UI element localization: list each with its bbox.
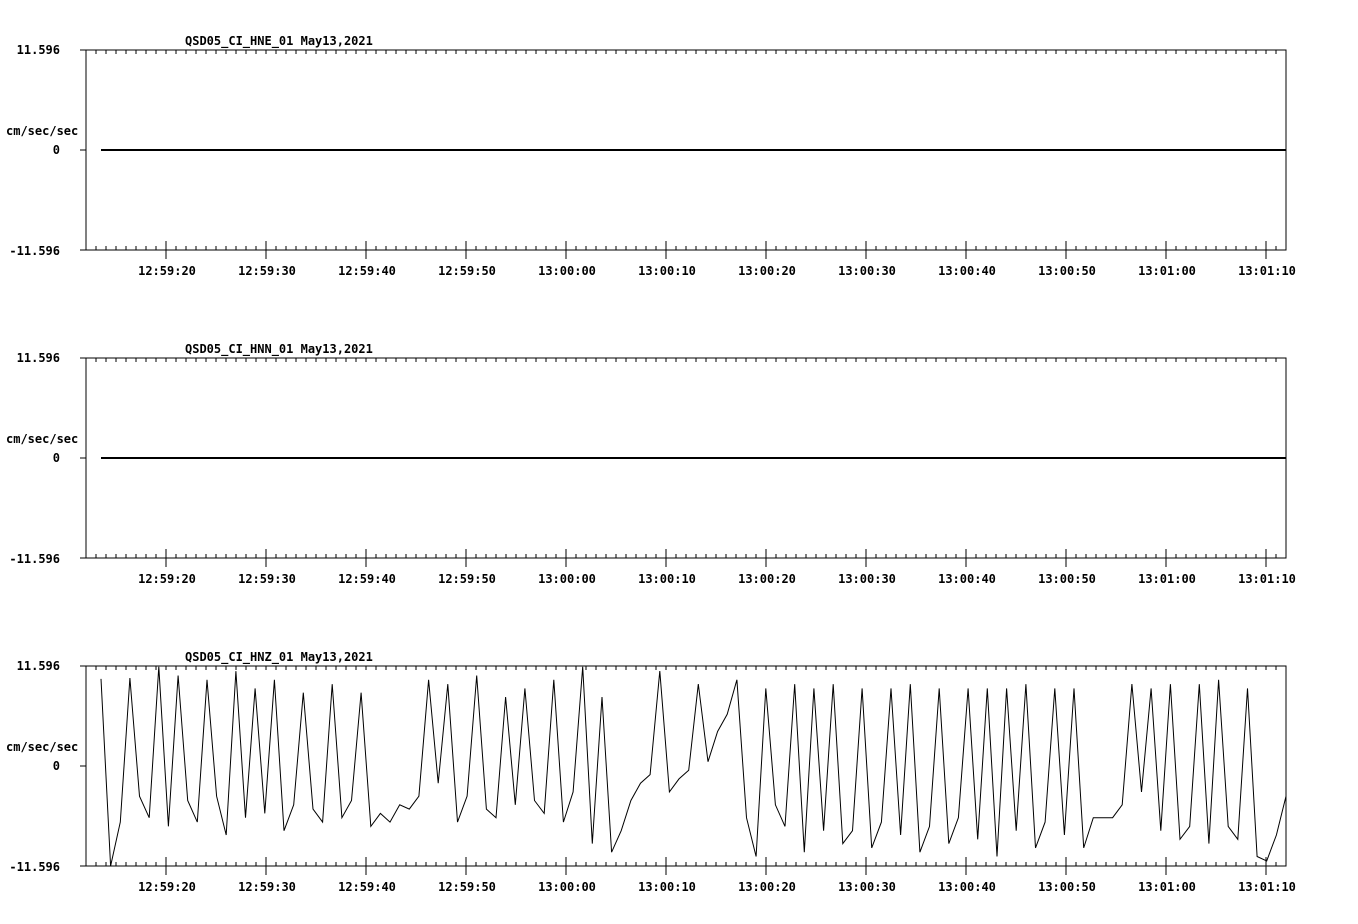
x-tick-label: 12:59:50 xyxy=(438,572,496,586)
x-tick-label: 12:59:50 xyxy=(438,264,496,278)
x-tick-label: 12:59:50 xyxy=(438,880,496,894)
x-tick-label: 13:01:00 xyxy=(1138,572,1196,586)
y-tick-label-zero: 0 xyxy=(52,451,60,465)
x-tick-label: 13:00:40 xyxy=(938,264,996,278)
y-tick-label-max: 11.596 xyxy=(16,659,60,673)
x-tick-label: 12:59:20 xyxy=(138,880,196,894)
x-tick-label: 13:00:40 xyxy=(938,572,996,586)
panel-2 xyxy=(6,342,1296,586)
y-tick-label-zero: 0 xyxy=(52,143,60,157)
x-tick-label: 13:00:20 xyxy=(738,880,796,894)
y-axis-label: cm/sec/sec xyxy=(6,124,79,138)
panel-3 xyxy=(6,650,1296,894)
x-tick-label: 13:00:00 xyxy=(538,264,596,278)
x-tick-label: 12:59:20 xyxy=(138,572,196,586)
plot-frame xyxy=(86,666,1286,866)
x-tick-label: 13:00:40 xyxy=(938,880,996,894)
x-tick-label: 12:59:40 xyxy=(338,572,396,586)
x-tick-label: 13:00:50 xyxy=(1038,264,1096,278)
x-tick-label: 13:00:30 xyxy=(838,572,896,586)
x-tick-label: 13:00:30 xyxy=(838,880,896,894)
x-tick-label: 13:00:50 xyxy=(1038,880,1096,894)
x-tick-label: 12:59:40 xyxy=(338,880,396,894)
x-tick-label: 12:59:30 xyxy=(238,572,296,586)
y-tick-label-max: 11.596 xyxy=(16,351,60,365)
y-tick-label-min: -11.596 xyxy=(9,860,60,874)
x-tick-label: 13:00:10 xyxy=(638,572,696,586)
y-tick-label-min: -11.596 xyxy=(9,244,60,258)
x-tick-label: 12:59:40 xyxy=(338,264,396,278)
y-tick-label-zero: 0 xyxy=(52,759,60,773)
x-tick-label: 12:59:30 xyxy=(238,880,296,894)
x-tick-label: 13:00:00 xyxy=(538,880,596,894)
panel-title: QSD05_CI_HNE_01 May13,2021 xyxy=(185,34,373,48)
y-axis-label: cm/sec/sec xyxy=(6,740,79,754)
x-tick-label: 13:00:10 xyxy=(638,264,696,278)
panel-1 xyxy=(6,34,1296,278)
x-tick-label: 13:00:50 xyxy=(1038,572,1096,586)
x-tick-label: 12:59:20 xyxy=(138,264,196,278)
y-tick-label-max: 11.596 xyxy=(16,43,60,57)
x-tick-label: 13:00:20 xyxy=(738,572,796,586)
x-tick-label: 13:00:30 xyxy=(838,264,896,278)
x-tick-label: 13:01:00 xyxy=(1138,264,1196,278)
x-tick-label: 13:01:10 xyxy=(1238,880,1296,894)
x-tick-label: 13:00:00 xyxy=(538,572,596,586)
panel-title: QSD05_CI_HNN_01 May13,2021 xyxy=(185,342,373,356)
x-tick-label: 12:59:30 xyxy=(238,264,296,278)
x-tick-label: 13:01:00 xyxy=(1138,880,1196,894)
x-tick-label: 13:00:20 xyxy=(738,264,796,278)
x-tick-label: 13:01:10 xyxy=(1238,572,1296,586)
panel-title: QSD05_CI_HNZ_01 May13,2021 xyxy=(185,650,373,664)
trace-series-1 xyxy=(101,667,1286,866)
y-axis-label: cm/sec/sec xyxy=(6,432,79,446)
x-tick-label: 13:01:10 xyxy=(1238,264,1296,278)
y-tick-label-min: -11.596 xyxy=(9,552,60,566)
x-tick-label: 13:00:10 xyxy=(638,880,696,894)
